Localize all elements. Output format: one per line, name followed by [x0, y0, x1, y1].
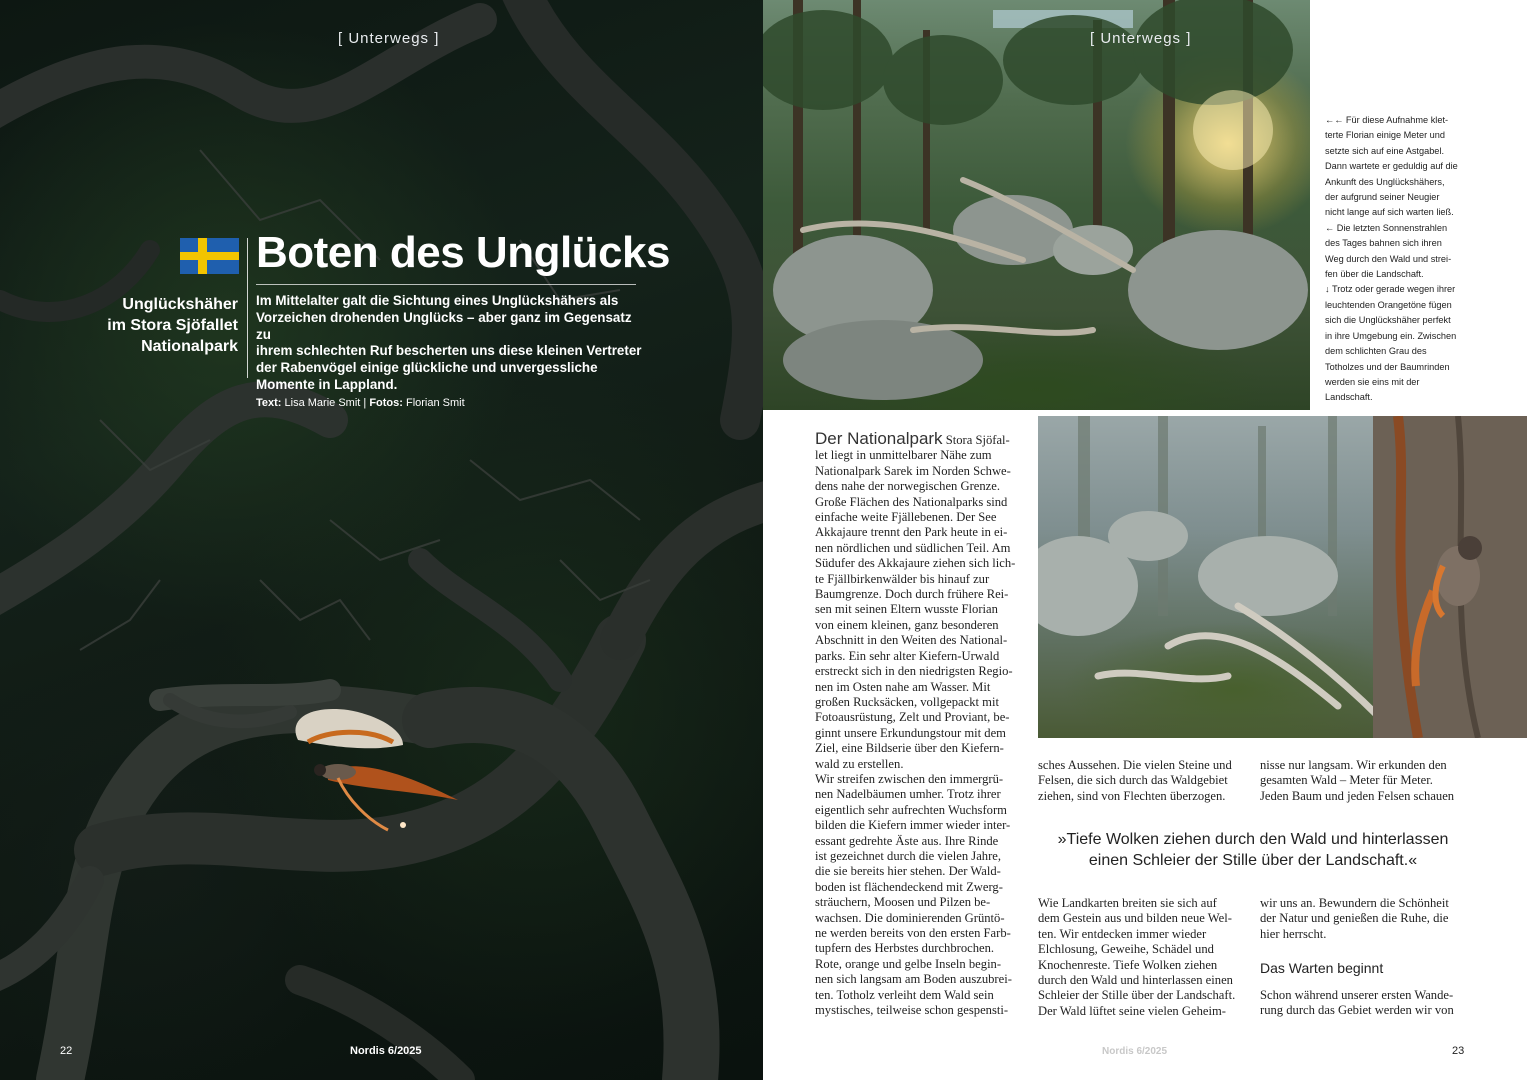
photo-jay-on-tree [1038, 416, 1527, 738]
caption-line: Ankunft des Unglückshähers, [1325, 176, 1445, 187]
credit-photo-label: Fotos: [369, 397, 403, 409]
caption-line: Landschaft. [1325, 392, 1373, 403]
photo-forest-sunset [763, 0, 1310, 410]
body-line: ten. Totholz verleiht dem Wald sein [815, 987, 994, 1002]
body-line: wald zu erstellen. [815, 756, 904, 771]
kicker-line: Unglückshäher [122, 296, 238, 313]
page-number-left: 22 [60, 1045, 73, 1057]
credit-separator: | [363, 397, 367, 409]
body-column-2-bottom [1038, 896, 1248, 1019]
body-column-3-bottom [1260, 896, 1470, 942]
article-kicker [38, 294, 238, 357]
body-line: Wir streifen zwischen den immergrü- [815, 771, 1004, 786]
body-line: essant gedrehte Äste aus. Ihre Rinde [815, 833, 999, 848]
body-line: nisse nur langsam. Wir erkunden den [1260, 758, 1447, 772]
body-line: Fotoausrüstung, Zelt und Proviant, be- [815, 710, 1010, 725]
pull-quote [1040, 829, 1466, 871]
section-label: [ Unterwegs ] [338, 30, 440, 47]
body-line: Südufer des Akkajaure ziehen sich lich- [815, 556, 1016, 571]
page-number-right: 23 [1452, 1045, 1465, 1057]
caption-line: des Tages bahnen sich ihren [1325, 238, 1442, 249]
body-column-3-top [1260, 758, 1470, 804]
article-headline: Boten des Unglücks [256, 228, 670, 277]
article-credits [256, 397, 465, 409]
body-line: Knochenreste. Tiefe Wolken ziehen [1038, 957, 1218, 972]
credit-photo-name: Florian Smit [405, 397, 465, 409]
body-line: bilden die Kiefern immer wieder inter- [815, 818, 1011, 833]
body-line [815, 431, 1021, 448]
forest-rocks-illustration [763, 0, 1310, 410]
caption-line: werden sie eins mit der [1325, 376, 1420, 387]
kicker-line: Nationalpark [141, 338, 238, 355]
sweden-flag-icon [180, 238, 239, 274]
body-line-first: Stora Sjöfal- [945, 433, 1010, 447]
credit-text-name: Lisa Marie Smit [284, 397, 361, 409]
body-line: Elchlosung, Geweihe, Schädel und [1038, 942, 1214, 957]
magazine-issue-right: Nordis 6/2025 [1102, 1046, 1168, 1057]
caption-line: leuchtenden Orangetöne fügen [1325, 299, 1452, 310]
caption-line: in ihre Umgebung ein. Zwischen [1325, 330, 1457, 341]
deadwood-jay-illustration [1038, 416, 1527, 738]
body-line: ginnt unsere Erkundungstour mit dem [815, 725, 1006, 740]
body-line: mystisches, teilweise schon gespensti- [815, 1003, 1009, 1018]
caption-line: Totholzes und der Baumrinden [1325, 361, 1450, 372]
body-line: rung durch das Gebiet werden wir von [1260, 1003, 1454, 1018]
body-line: Wie Landkarten breiten sie sich auf [1038, 896, 1217, 910]
lead-line: ihrem schlechten Ruf bescherten uns diese kleinen Vertreter [256, 343, 642, 359]
body-line: nen Nadelbäumen umher. Trotz ihrer [815, 787, 1001, 802]
lead-line: der Rabenvögel einige glückliche und unvergessliche [256, 360, 598, 376]
body-column-3-after-subhead [1260, 988, 1470, 1019]
caption-line: fen über die Landschaft. [1325, 269, 1424, 280]
body-line: tupfern des Herbstes durchbrochen. [815, 941, 995, 956]
lead-line: Im Mittelalter galt die Sichtung eines Unglückshähers als [256, 293, 619, 308]
caption-line: der aufgrund seiner Neugier [1325, 192, 1440, 203]
body-line: Der Wald lüftet seine vielen Geheim- [1038, 1003, 1226, 1018]
quote-line: »Tiefe Wolken ziehen durch den Wald und hinterlassen [1057, 831, 1449, 848]
article-lead [256, 293, 648, 394]
body-line: te Fjällbirkenwälder bis hinauf zur [815, 571, 990, 586]
body-line: Schon während unserer ersten Wande- [1260, 988, 1454, 1002]
body-line: Felsen, die sich durch das Waldgebiet [1038, 773, 1228, 788]
body-line: nen sich langsam am Boden auszubrei- [815, 972, 1012, 987]
body-line: durch den Wald und hinterlassen einen [1038, 973, 1233, 988]
title-divider-vertical [247, 238, 248, 378]
body-line: eigentlich sehr aufrechten Wuchsform [815, 802, 1007, 817]
body-line: dens nahe der norwegischen Grenze. [815, 479, 1000, 494]
body-line: einfache weite Fjällebenen. Der See [815, 510, 997, 525]
magazine-issue-left: Nordis 6/2025 [350, 1045, 422, 1057]
title-divider-horizontal [256, 284, 636, 285]
body-line: hier herrscht. [1260, 926, 1327, 941]
body-line: nen im Osten nahe am Wasser. Mit [815, 679, 991, 694]
body-line: Rote, orange und gelbe Inseln begin- [815, 956, 1002, 971]
caption-line: ← Die letzten Sonnenstrahlen [1325, 222, 1448, 233]
body-line: erstreckt sich in den niedrigsten Regio- [815, 664, 1013, 679]
body-line: nen nördlichen und südlichen Teil. Am [815, 540, 1011, 555]
body-line: Nationalpark Sarek im Norden Schwe- [815, 463, 1011, 478]
body-line: sches Aussehen. Die vielen Steine und [1038, 758, 1232, 772]
body-line: Jeden Baum und jeden Felsen schauen [1260, 788, 1455, 803]
caption-line: Weg durch den Wald und strei- [1325, 253, 1452, 264]
body-line: wir uns an. Bewundern die Schönheit [1260, 896, 1449, 910]
body-line: von einem kleinen, ganz besonderen [815, 617, 999, 632]
body-line: ist gezeichnet durch die vielen Jahre, [815, 848, 1002, 863]
body-line: ne werden bereits von den ersten Farb- [815, 926, 1011, 940]
body-line: der Natur und genießen die Ruhe, die [1260, 911, 1449, 926]
lead-line: Momente in Lappland. [256, 376, 398, 392]
caption-line: sich die Unglückshäher perfekt [1325, 315, 1451, 326]
body-line: dem Gestein aus und bilden neue Wel- [1038, 911, 1232, 926]
body-line: sträuchern, Moosen und Pilzen be- [815, 895, 991, 910]
caption-line: terte Florian einige Meter und [1325, 130, 1446, 141]
section-subheading: Das Warten beginnt [1260, 960, 1384, 976]
caption-line: Dann wartete er geduldig auf die [1325, 161, 1458, 172]
twisted-branches-illustration [0, 0, 763, 1080]
photo-caption [1325, 113, 1475, 406]
caption-line: nicht lange auf sich warten ließ. [1325, 207, 1454, 218]
quote-line: einen Schleier der Stille über der Landschaft.« [1088, 852, 1418, 869]
body-line: boden ist flächendeckend mit Zwerg- [815, 879, 1003, 894]
caption-line: dem schlichten Grau des [1325, 346, 1427, 357]
body-line: Ziel, eine Bildserie über den Kiefern- [815, 741, 1004, 756]
caption-line: setzte sich auf eine Astgabel. [1325, 145, 1445, 156]
body-line: wachsen. Die dominierenden Grüntö- [815, 910, 1005, 925]
body-line: Große Flächen des Nationalparks sind [815, 494, 1008, 509]
body-column-2-top [1038, 758, 1248, 804]
credit-text-label: Text: [256, 397, 282, 409]
body-line: gesamten Wald – Meter für Meter. [1260, 773, 1433, 788]
body-line: Akkajaure trennt den Park heute in ei- [815, 525, 1008, 540]
caption-line: ↓ Trotz oder gerade wegen ihrer [1325, 284, 1456, 295]
body-line: let liegt in unmittelbarer Nähe zum [815, 448, 992, 463]
left-page-photo-forest-jay [0, 0, 763, 1080]
caption-line: ←← Für diese Aufnahme klet- [1325, 115, 1449, 125]
body-line: parks. Ein sehr alter Kiefern-Urwald [815, 648, 1000, 663]
body-line: sen mit seinen Eltern wusste Florian [815, 602, 998, 617]
section-label: [ Unterwegs ] [1090, 30, 1192, 47]
body-column-1 [815, 431, 1021, 1018]
body-line: Abschnitt in den Weiten des National- [815, 633, 1008, 648]
lead-line: Vorzeichen drohenden Unglücks – aber ganz im Gegensatz zu [256, 309, 632, 342]
body-line: ten. Wir entdecken immer wieder [1038, 926, 1207, 941]
body-line: ziehen, sind von Flechten überzogen. [1038, 788, 1226, 803]
body-line: Schleier der Stille über der Landschaft. [1038, 988, 1236, 1003]
body-line: Baumgrenze. Doch durch frühere Rei- [815, 587, 1009, 602]
body-line: die sie bereits hier stehen. Der Wald- [815, 864, 1001, 879]
kicker-line: im Stora Sjöfallet [107, 317, 238, 334]
lead-in-heading: Der Nationalpark [815, 429, 943, 448]
body-line: großen Rucksäcken, vollgepackt mit [815, 694, 999, 709]
